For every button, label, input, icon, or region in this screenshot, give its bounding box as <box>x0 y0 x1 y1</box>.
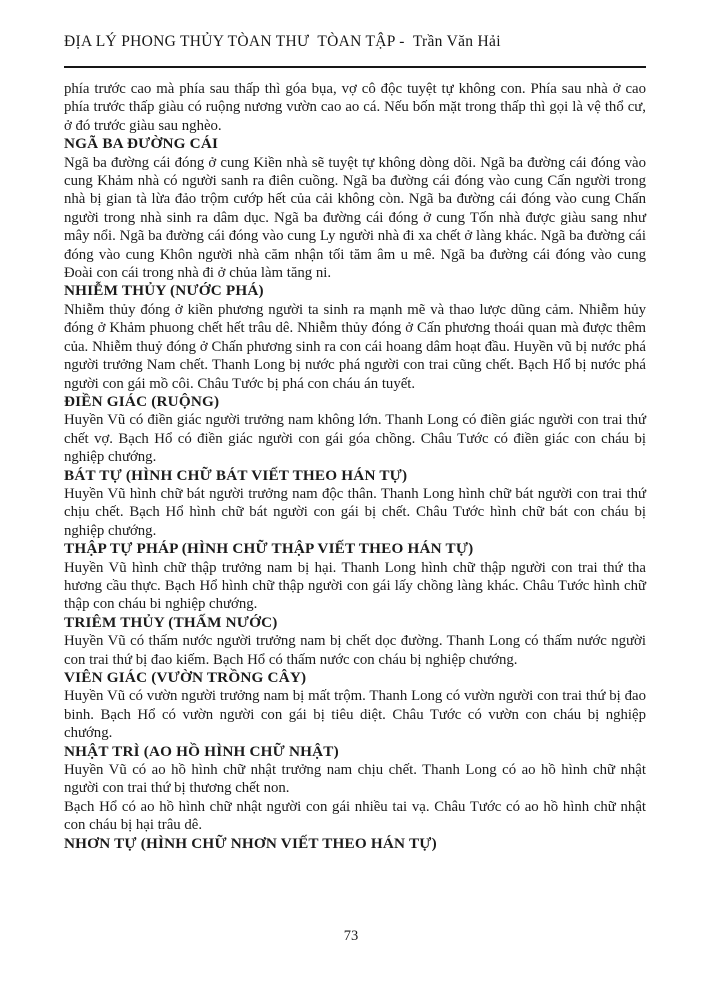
body-paragraph: Huyền Vũ có điền giác người trưởng nam không lớn. Thanh Long có điền giác người con trai thứ chết vợ. Bạch Hổ có điền giác người con gái góa chồng. Châu Tước có điền giác con cháu bị nghiệp chướng. <box>64 412 646 466</box>
body-paragraph: Nhiễm thủy đóng ở kiền phương người ta sinh ra mạnh mẽ và thao lược dũng cảm. Nhiễm hủy đóng ở Khảm phuong chết hết trâu dê. Nhiễm thủy đóng ở Cấn phương thoái quan mà được thêm của. Nhiễm thuỷ đóng ở Chấn phương sinh ra con cái hoang dâm hoạt đầu. Huyền vũ bị nước phá người trưởng Nam chết. Thanh Long bị nước phá người con trai cũng chết. Bạch Hổ bị nước phá người con gái mồ côi. Châu Tước bị phá con cháu án tuyết. <box>64 301 646 392</box>
section-heading-triem-thuy: TRIÊM THỦY (THẤM NƯỚC) <box>64 613 278 631</box>
page-number: 73 <box>343 928 359 944</box>
page-header-title: ĐỊA LÝ PHONG THỦY TÒAN THƯ TÒAN TẬP - Trần Văn Hải <box>64 33 501 50</box>
header-divider <box>64 66 646 68</box>
document-body <box>64 80 646 853</box>
section-heading-nhiem-thuy: NHIỄM THỦY (NƯỚC PHÁ) <box>64 282 264 300</box>
body-paragraph: Huyền Vũ hình chữ bát người trưởng nam độc thân. Thanh Long hình chữ bát người con trai thứ chịu chết. Bạch Hổ hình chữ bát người con gái bị chết. Châu Tước hình chữ bát con cháu bị nghiệp chướng. <box>64 485 646 539</box>
section-heading-thap-tu-phap: THẬP TỰ PHÁP (HÌNH CHỮ THẬP VIẾT THEO HÁN TỰ) <box>64 540 474 558</box>
body-paragraph: phía trước cao mà phía sau thấp thì góa bụa, vợ cô độc tuyệt tự không con. Phía sau nhà ở cao phía trước thấp giàu có ruộng nương vườn cao ao cá. Nếu bốn mặt trong thấp thì gọi là vệ thổ cư, ở đó trước giàu sau nghèo. <box>64 81 646 134</box>
body-paragraph: Huyền Vũ có thấm nước người trưởng nam bị chết dọc đường. Thanh Long có thấm nước người con trai thứ bị đao kiếm. Bạch Hổ có thấm nước con cháu bị nghiệp chướng. <box>64 633 646 668</box>
section-heading-nga-ba-duong-cai: NGÃ BA ĐƯỜNG CÁI <box>64 135 219 153</box>
body-paragraph: Bạch Hổ có ao hồ hình chữ nhật người con gái nhiều tai vạ. Châu Tước có ao hồ hình chữ nhật con cháu bị hại trâu dê. <box>64 798 646 834</box>
body-paragraph: Huyền Vũ có vườn người trưởng nam bị mất trộm. Thanh Long có vườn người con trai thứ bị đao binh. Bạch Hổ có vườn người con gái bị tiêu diệt. Châu Tước có vườn con cháu bị nghiệp chướng. <box>64 688 646 742</box>
section-heading-vien-giac: VIÊN GIÁC (VƯỜN TRỒNG CÂY) <box>64 669 307 686</box>
section-heading-bat-tu: BÁT TỰ (HÌNH CHỮ BÁT VIẾT THEO HÁN TỰ) <box>64 466 408 484</box>
body-paragraph: Huyền Vũ có ao hồ hình chữ nhật trưởng nam chịu chết. Thanh Long có ao hồ hình chữ nhật người con trai thứ bị thương chết non. <box>64 762 646 797</box>
body-paragraph: Huyền Vũ hình chữ thập trưởng nam bị hại. Thanh Long hình chữ thập người con trai thứ tha hương cầu thực. Bạch Hổ hình chữ thập người con gái lấy chồng làng khác. Châu Tước hình chữ thập con cháu bi nghiệp chướng. <box>64 559 646 613</box>
section-heading-nhon-tu: NHƠN TỰ (HÌNH CHỮ NHƠN VIẾT THEO HÁN TỰ) <box>64 834 437 852</box>
body-paragraph: Ngã ba đường cái đóng ở cung Kiền nhà sẽ tuyệt tự không dòng dõi. Ngã ba đường cái đóng vào cung Khảm nhà có người sanh ra điên cuồng. Ngã ba đường cái đóng vào cung Cấn người trong nhà bị gian tà lừa đảo trộm cướp hết của cải không còn. Ngã ba đường cái đóng vào cung Chấn người trong nhà sinh ra dâm dục. Ngã ba đường cái đóng ở cung Tốn nhà được giàu sang như mây nổi. Ngã ba đường cái đóng vào cung Ly người nhà đi xa chết ở làng khác. Ngã ba đường cái đóng vào cung Khôn người nhà căm nhận tối tăm âm u mê. Ngã ba đường cái đóng vào cung Đoài con cái trong nhà đi ở chủa làm tăng ni. <box>64 154 646 282</box>
section-heading-dien-giac: ĐIỀN GIÁC (RUỘNG) <box>64 392 220 410</box>
section-heading-nhat-tri: NHẬT TRÌ (AO HỒ HÌNH CHỮ NHẬT) <box>64 742 339 760</box>
